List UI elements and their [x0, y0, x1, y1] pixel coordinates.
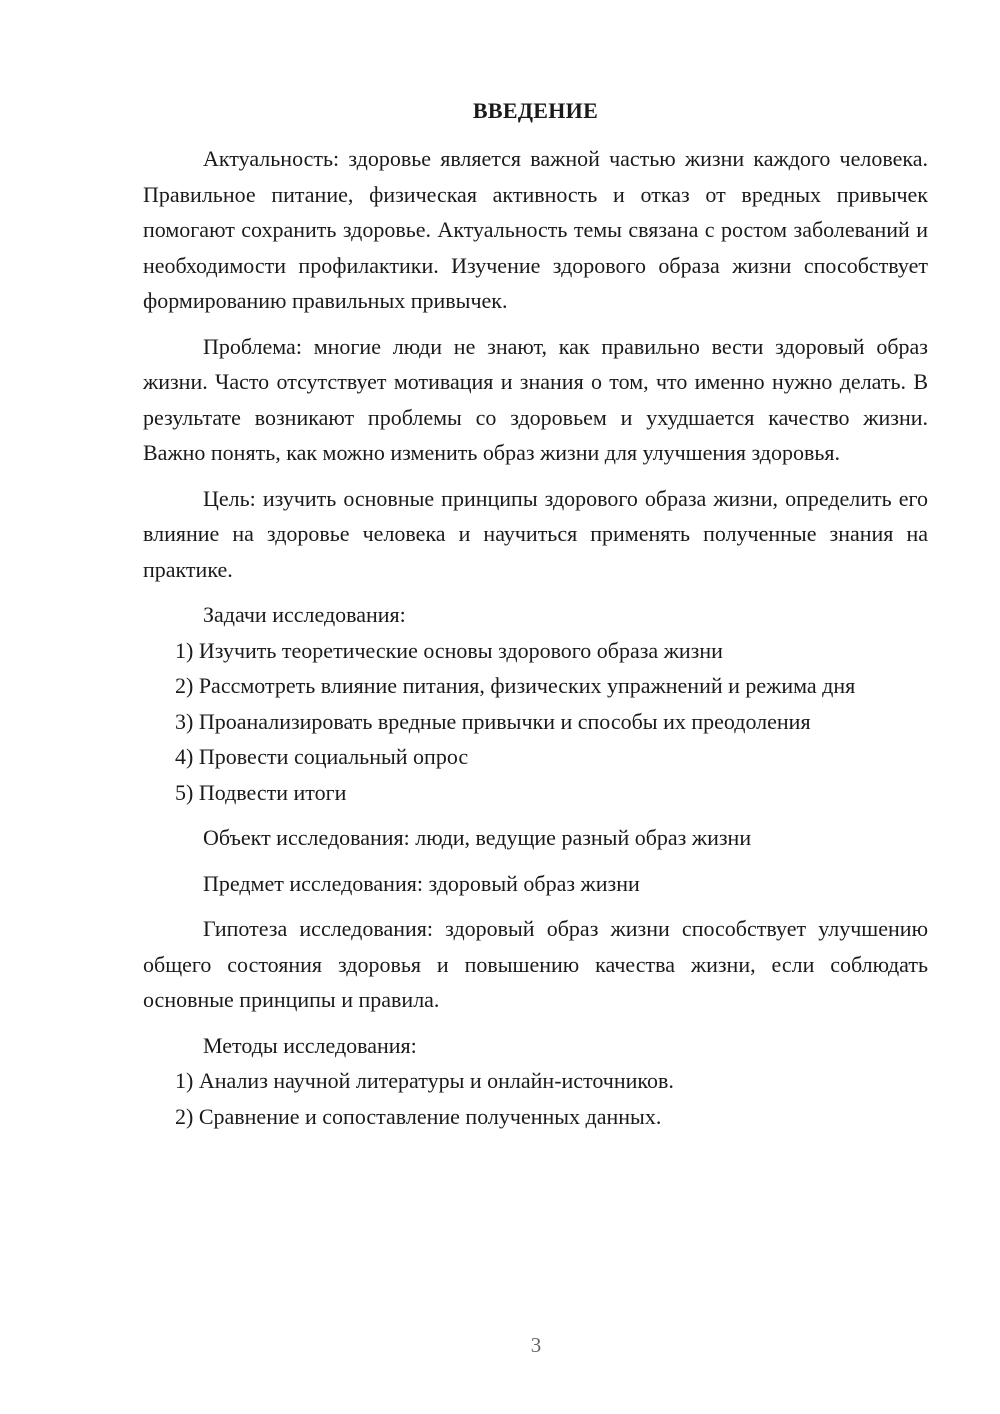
method-item-2: 2) Сравнение и сопоставление полученных данных. [175, 1103, 662, 1129]
relevance-paragraph: Актуальность: здоровье является важной частью жизни каждого человека. Правильное питание, физическая активность и отказ от вредных привычек помогают сохранить здоровье. Актуальность темы связана с ростом заболеваний и необходимости профилактики. Изучение здорового образа жизни способствует формированию правильных привычек. [143, 146, 928, 313]
task-item-2: 2) Рассмотреть влияние питания, физических упражнений и режима дня [175, 673, 856, 698]
page-title: ВВЕДЕНИЕ [472, 98, 599, 123]
task-item-1: 1) Изучить теоретические основы здорового образа жизни [175, 637, 723, 663]
task-item-3: 3) Проанализировать вредные привычки и способы их преодоления [175, 708, 811, 734]
problem-paragraph: Проблема: многие люди не знают, как правильно вести здоровый образ жизни. Часто отсутствует мотивация и знания о том, что именно нужно делать. В результате возникают проблемы со здоровьем и ухудшается качество жизни. Важно понять, как можно изменить образ жизни для улучшения здоровья. [143, 333, 928, 465]
task-item-4: 4) Провести социальный опрос [175, 744, 469, 769]
subject-paragraph: Предмет исследования: здоровый образ жизни [203, 870, 640, 896]
method-item-1: 1) Анализ научной литературы и онлайн-источников. [175, 1068, 674, 1093]
body-text [143, 141, 928, 1134]
object-paragraph: Объект исследования: люди, ведущие разный образ жизни [203, 825, 752, 850]
methods-heading: Методы исследования: [203, 1032, 417, 1058]
hypothesis-paragraph: Гипотеза исследования: здоровый образ жизни способствует улучшению общего состояния здоровья и повышению качества жизни, если соблюдать основные принципы и правила. [143, 916, 928, 1012]
tasks-heading: Задачи исследования: [203, 602, 406, 627]
goal-paragraph: Цель: изучить основные принципы здорового образа жизни, определить его влияние на здоровье человека и научиться применять полученные знания на практике. [143, 485, 928, 582]
task-item-5: 5) Подвести итоги [175, 779, 347, 805]
page-number: 3 [530, 1333, 542, 1357]
